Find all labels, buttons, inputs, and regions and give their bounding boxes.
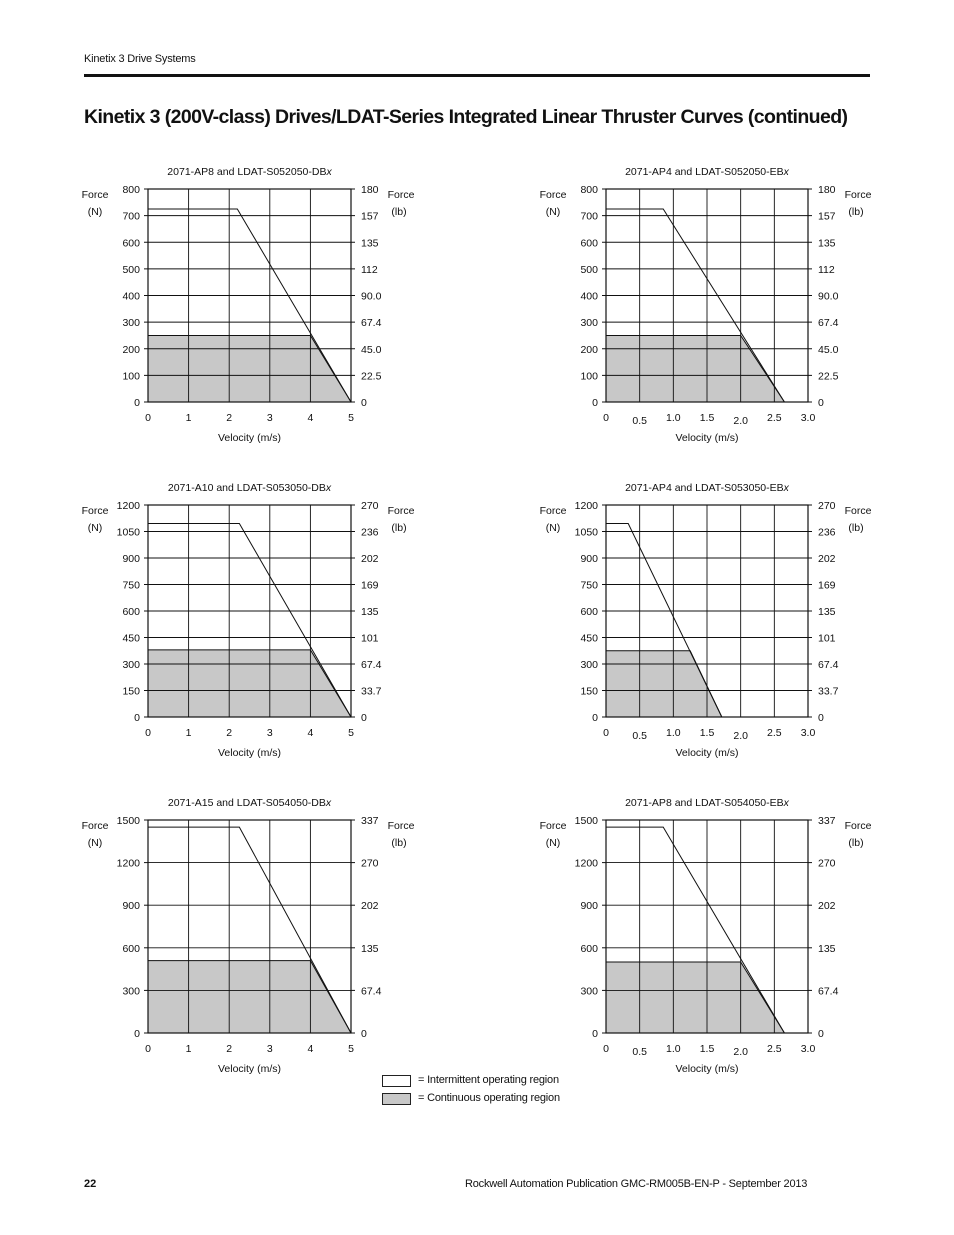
chart-title: 2071-AP8 and LDAT-S054050-EBx (625, 797, 789, 809)
y-tick-label-right: 90.0 (818, 290, 839, 303)
x-axis-title: Velocity (m/s) (217, 432, 282, 444)
y-tick-label-right: 135 (361, 606, 379, 618)
y-tick-label-left: 300 (580, 317, 598, 330)
y-tick-label-left: 400 (122, 290, 140, 303)
chart-title: 2071-AP8 and LDAT-S052050-DBx (167, 166, 332, 178)
y-tick-label-left: 450 (580, 632, 598, 645)
x-tick-label: 0 (603, 1043, 609, 1055)
legend-label-continuous: = Continuous operating region (418, 1092, 560, 1104)
y-tick-label-right: 270 (818, 857, 836, 870)
chart-1 (82, 166, 415, 444)
y-tick-label-right: 67.4 (818, 317, 839, 330)
y-tick-label-right: 180 (361, 184, 379, 196)
y-tick-label-right: 67.4 (361, 659, 382, 671)
y-axis-title-right: Force (844, 505, 872, 517)
x-tick-label: 5 (348, 1043, 354, 1055)
y-tick-label-left: 700 (580, 210, 598, 223)
chart-3 (82, 482, 415, 759)
y-tick-label-left: 900 (580, 553, 598, 565)
y-tick-label-left: 0 (134, 712, 140, 724)
x-tick-label: 0.5 (632, 1046, 647, 1058)
y-tick-label-left: 1200 (574, 500, 598, 512)
x-tick-label: 0 (603, 412, 609, 424)
y-tick-label-right: 180 (818, 184, 836, 196)
y-tick-label-right: 0 (361, 712, 367, 724)
y-tick-label-right: 90.0 (361, 290, 382, 303)
x-tick-label: 2.5 (767, 727, 782, 739)
x-tick-label: 2 (226, 412, 233, 424)
page-number: 22 (84, 1178, 97, 1190)
y-tick-label-left: 900 (122, 900, 140, 913)
y-tick-label-right: 202 (818, 553, 836, 565)
y-tick-label-right: 0 (818, 712, 824, 724)
x-tick-label: 0 (145, 412, 151, 424)
continuous-region (148, 961, 351, 1033)
y-axis-title-right: Force (387, 820, 415, 832)
x-tick-label: 3.0 (800, 727, 816, 739)
y-tick-label-left: 200 (580, 343, 598, 356)
x-tick-label: 1.0 (666, 412, 681, 424)
x-axis-title: Velocity (m/s) (675, 1063, 739, 1075)
y-tick-label-right: 67.4 (818, 985, 839, 998)
x-tick-label: 5 (348, 727, 354, 739)
x-tick-label: 0.5 (632, 415, 647, 427)
y-tick-label-right: 157 (818, 210, 836, 223)
continuous-region (606, 962, 784, 1033)
y-tick-label-right: 270 (361, 500, 379, 512)
y-tick-label-left: 600 (580, 606, 598, 618)
x-tick-label: 4 (307, 412, 314, 424)
y-axis-unit-right: (lb) (848, 522, 864, 534)
y-axis-title-right: Force (387, 189, 415, 201)
x-axis-title: Velocity (m/s) (217, 747, 282, 759)
y-tick-label-right: 337 (818, 815, 836, 827)
y-axis-unit-left: (N) (87, 837, 103, 849)
y-tick-label-right: 135 (818, 237, 836, 250)
y-tick-label-right: 236 (818, 526, 836, 539)
y-tick-label-right: 33.7 (818, 685, 839, 698)
page-title: Kinetix 3 (200V-class) Drives/LDAT-Series Integrated Linear Thruster Curves (continued) (84, 106, 848, 128)
y-tick-label-right: 169 (361, 579, 379, 592)
y-axis-unit-right: (lb) (391, 522, 407, 534)
continuous-swatch (382, 1093, 411, 1105)
y-tick-label-left: 0 (592, 712, 598, 724)
x-axis-title: Velocity (m/s) (675, 747, 739, 759)
y-tick-label-left: 400 (580, 290, 598, 303)
chart-5 (82, 797, 415, 1075)
y-tick-label-right: 270 (361, 857, 379, 870)
x-tick-label: 2 (226, 727, 233, 739)
y-tick-label-right: 33.7 (361, 685, 382, 698)
y-tick-label-right: 135 (361, 942, 379, 955)
chart-title: 2071-AP4 and LDAT-S053050-EBx (625, 482, 789, 494)
y-tick-label-left: 800 (122, 184, 140, 196)
y-axis-unit-right: (lb) (848, 206, 864, 218)
legend-item-continuous (382, 1092, 602, 1110)
y-axis-title-left: Force (81, 189, 109, 201)
y-tick-label-right: 112 (818, 263, 835, 276)
y-axis-unit-left: (N) (545, 206, 561, 218)
y-tick-label-left: 300 (122, 985, 140, 998)
x-tick-label: 1.0 (666, 1043, 681, 1055)
x-tick-label: 3.0 (800, 412, 816, 424)
x-tick-label: 4 (307, 1043, 314, 1055)
y-tick-label-left: 0 (134, 397, 140, 409)
y-tick-label-right: 135 (818, 942, 836, 955)
y-tick-label-left: 1500 (574, 815, 598, 827)
y-tick-label-left: 450 (122, 632, 140, 645)
y-tick-label-left: 200 (122, 343, 140, 356)
y-tick-label-left: 1050 (574, 526, 598, 539)
y-tick-label-left: 500 (580, 263, 598, 276)
x-tick-label: 1.5 (699, 1043, 715, 1055)
y-tick-label-right: 101 (818, 632, 836, 645)
x-tick-label: 3 (266, 1043, 273, 1055)
chart-6 (540, 797, 872, 1075)
publication-info: Rockwell Automation Publication GMC-RM005B-EN-P - September 2013 (465, 1178, 808, 1190)
x-tick-label: 2 (226, 1043, 233, 1055)
legend (382, 1074, 602, 1110)
y-tick-label-left: 100 (122, 370, 140, 383)
y-axis-unit-right: (lb) (391, 206, 407, 218)
y-tick-label-right: 22.5 (818, 370, 839, 383)
y-axis-title-right: Force (844, 189, 872, 201)
y-tick-label-right: 202 (361, 900, 379, 913)
y-tick-label-left: 300 (122, 317, 140, 330)
y-tick-label-right: 202 (361, 553, 379, 565)
y-tick-label-right: 169 (818, 579, 836, 592)
chart-title: 2071-A10 and LDAT-S053050-DBx (167, 482, 332, 494)
running-header: Kinetix 3 Drive Systems (84, 53, 196, 65)
y-tick-label-right: 67.4 (361, 985, 382, 998)
chart-title: 2071-AP4 and LDAT-S052050-EBx (625, 166, 789, 178)
x-tick-label: 1.0 (666, 727, 681, 739)
y-axis-title-right: Force (844, 820, 872, 832)
continuous-region (606, 335, 784, 402)
y-tick-label-right: 0 (361, 397, 367, 409)
legend-label-intermittent: = Intermittent operating region (418, 1074, 559, 1086)
y-tick-label-left: 600 (122, 606, 140, 618)
x-tick-label: 0 (145, 727, 151, 739)
y-tick-label-left: 600 (122, 942, 140, 955)
y-tick-label-right: 202 (818, 900, 836, 913)
y-tick-label-right: 135 (818, 606, 836, 618)
y-tick-label-right: 135 (361, 237, 379, 250)
x-tick-label: 3.0 (800, 1043, 816, 1055)
chart-title: 2071-A15 and LDAT-S054050-DBx (167, 797, 332, 809)
y-tick-label-left: 900 (122, 553, 140, 565)
y-axis-unit-right: (lb) (391, 837, 407, 849)
x-tick-label: 2.0 (733, 415, 748, 427)
x-tick-label: 1 (185, 1043, 192, 1055)
x-tick-label: 2.5 (767, 412, 782, 424)
y-axis-title-left: Force (539, 820, 567, 832)
y-tick-label-right: 0 (361, 1028, 367, 1040)
y-tick-label-left: 100 (580, 370, 598, 383)
x-tick-label: 1 (185, 727, 192, 739)
y-tick-label-left: 1200 (116, 857, 140, 870)
x-tick-label: 1 (185, 412, 192, 424)
y-axis-title-left: Force (539, 189, 567, 201)
continuous-region (606, 651, 722, 717)
x-tick-label: 0 (145, 1043, 151, 1055)
y-tick-label-right: 45.0 (361, 343, 382, 356)
y-axis-unit-left: (N) (87, 522, 103, 534)
x-tick-label: 3 (266, 412, 273, 424)
y-tick-label-left: 0 (592, 1028, 598, 1040)
y-tick-label-left: 1050 (116, 526, 140, 539)
y-tick-label-left: 300 (580, 985, 598, 998)
x-tick-label: 3 (266, 727, 273, 739)
legend-item-intermittent (382, 1074, 602, 1092)
y-tick-label-left: 150 (122, 685, 140, 698)
y-tick-label-right: 22.5 (361, 370, 382, 383)
continuous-region (148, 650, 351, 717)
x-tick-label: 2.0 (733, 730, 748, 742)
y-tick-label-right: 270 (818, 500, 836, 512)
y-tick-label-right: 157 (361, 210, 379, 223)
y-axis-unit-right: (lb) (848, 837, 864, 849)
y-axis-title-left: Force (539, 505, 567, 517)
y-axis-unit-left: (N) (87, 206, 103, 218)
x-tick-label: 0 (603, 727, 609, 739)
y-tick-label-left: 1500 (116, 815, 140, 827)
x-tick-label: 4 (307, 727, 314, 739)
y-tick-label-right: 67.4 (818, 659, 839, 671)
y-tick-label-left: 300 (122, 659, 140, 671)
y-axis-title-left: Force (81, 820, 109, 832)
y-tick-label-right: 112 (361, 263, 378, 276)
y-tick-label-left: 700 (122, 210, 140, 223)
y-tick-label-left: 0 (134, 1028, 140, 1040)
intermittent-swatch (382, 1075, 411, 1087)
y-tick-label-left: 150 (580, 685, 598, 698)
x-tick-label: 5 (348, 412, 354, 424)
x-axis-title: Velocity (m/s) (217, 1063, 282, 1075)
chart-2 (540, 166, 872, 444)
y-axis-unit-left: (N) (545, 522, 561, 534)
x-tick-label: 2.5 (767, 1043, 782, 1055)
chart-4 (540, 482, 872, 759)
continuous-region (148, 335, 351, 402)
y-tick-label-right: 101 (361, 632, 379, 645)
x-tick-label: 1.5 (699, 727, 715, 739)
x-axis-title: Velocity (m/s) (675, 432, 739, 444)
y-tick-label-left: 1200 (574, 857, 598, 870)
y-tick-label-left: 900 (580, 900, 598, 913)
y-tick-label-left: 600 (580, 237, 598, 250)
y-tick-label-right: 236 (361, 526, 379, 539)
y-axis-title-left: Force (81, 505, 109, 517)
x-tick-label: 2.0 (733, 1046, 748, 1058)
y-tick-label-right: 45.0 (818, 343, 839, 356)
y-axis-title-right: Force (387, 505, 415, 517)
x-tick-label: 0.5 (632, 730, 647, 742)
y-tick-label-left: 750 (580, 579, 598, 592)
y-tick-label-right: 0 (818, 397, 824, 409)
y-tick-label-left: 600 (122, 237, 140, 250)
y-tick-label-left: 0 (592, 397, 598, 409)
x-tick-label: 1.5 (699, 412, 715, 424)
y-tick-label-right: 337 (361, 815, 379, 827)
y-tick-label-left: 800 (580, 184, 598, 196)
y-tick-label-right: 0 (818, 1028, 824, 1040)
y-tick-label-right: 67.4 (361, 317, 382, 330)
y-axis-unit-left: (N) (545, 837, 561, 849)
y-tick-label-left: 600 (580, 942, 598, 955)
y-tick-label-left: 500 (122, 263, 140, 276)
y-tick-label-left: 1200 (116, 500, 140, 512)
y-tick-label-left: 750 (122, 579, 140, 592)
y-tick-label-left: 300 (580, 659, 598, 671)
